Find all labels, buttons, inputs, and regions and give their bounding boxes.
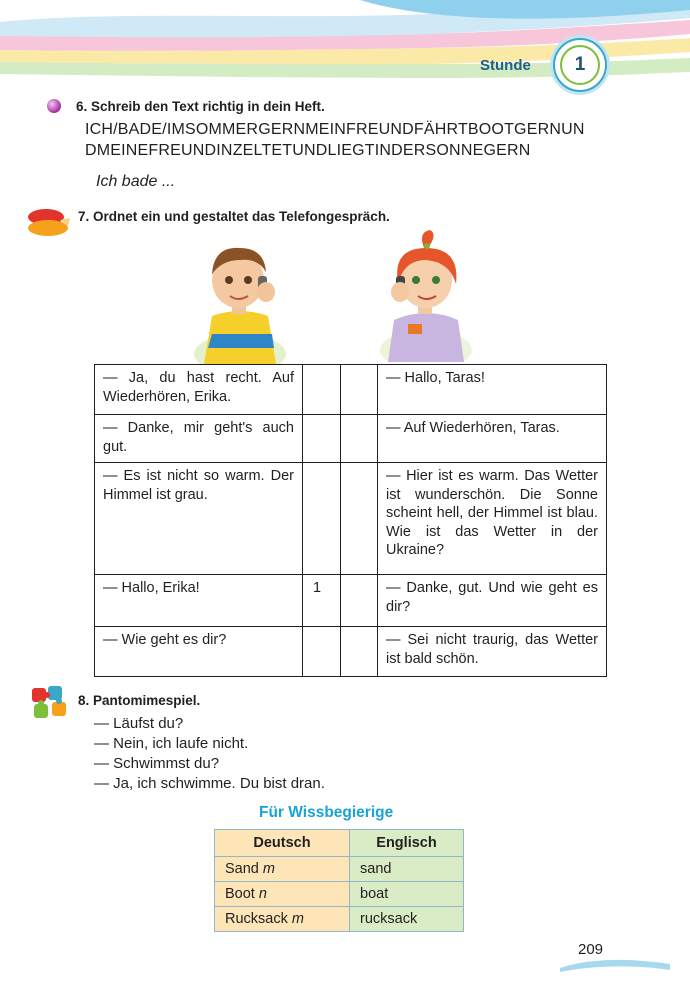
dialog-line: — Schwimmst du? xyxy=(94,755,220,772)
page-number-wave xyxy=(560,956,670,972)
task8-title: 8. Pantomimespiel. xyxy=(78,693,201,708)
dialog-cell-right: — Danke, gut. Und wie geht es dir? xyxy=(378,575,607,627)
boy-on-phone-illustration xyxy=(192,236,288,364)
pantomime-dialog xyxy=(94,714,325,794)
dialog-cell-right: — Hallo, Taras! xyxy=(378,365,607,415)
order-number-cell[interactable] xyxy=(303,463,341,575)
german-word-cell xyxy=(215,882,350,907)
order-number-cell[interactable] xyxy=(341,365,378,415)
table-row xyxy=(95,627,607,677)
table-row xyxy=(95,463,607,575)
lesson-label: Stunde xyxy=(480,57,531,74)
german-word-cell xyxy=(215,907,350,932)
order-number-cell[interactable] xyxy=(303,627,341,677)
table-row xyxy=(95,365,607,415)
gender-marker: n xyxy=(258,886,267,902)
order-number-cell[interactable] xyxy=(341,415,378,463)
gender-marker: m xyxy=(291,911,304,927)
dialog-cell-right: — Auf Wiederhören, Taras. xyxy=(378,415,607,463)
task6-example: Ich bade ... xyxy=(96,173,176,190)
dialog-cell-right: — Sei nicht traurig, das Wetter ist bald schön. xyxy=(378,627,607,677)
page-number: 209 xyxy=(578,941,604,958)
german-word: Rucksack xyxy=(225,911,288,927)
table-row xyxy=(215,907,464,932)
order-number-cell[interactable] xyxy=(303,415,341,463)
column-header-deutsch: Deutsch xyxy=(215,830,350,857)
english-word-cell: sand xyxy=(350,857,464,882)
task-bullet-pencil-icon xyxy=(24,206,70,238)
column-header-englisch: Englisch xyxy=(350,830,464,857)
order-number-cell[interactable] xyxy=(341,627,378,677)
puzzle-pieces-icon xyxy=(28,684,72,724)
table-row xyxy=(95,415,607,463)
dialog-cell-left: — Wie geht es dir? xyxy=(95,627,303,677)
dialog-line: — Ja, ich schwimme. Du bist dran. xyxy=(94,775,325,792)
german-word: Boot xyxy=(225,886,255,902)
table-header-row xyxy=(215,830,464,857)
task7-title: 7. Ordnet ein und gestaltet das Telefongespräch. xyxy=(78,209,390,224)
dialog-cell-left: — Ja, du hast recht. Auf Wiederhören, Erika. xyxy=(95,365,303,415)
order-number-cell[interactable]: 1 xyxy=(303,575,341,627)
english-word-cell: rucksack xyxy=(350,907,464,932)
dialog-cell-left: — Danke, mir geht's auch gut. xyxy=(95,415,303,463)
english-word-cell: boat xyxy=(350,882,464,907)
task-bullet-ball-icon xyxy=(46,98,62,114)
lesson-number: 1 xyxy=(560,45,600,85)
phone-dialog-table xyxy=(94,364,607,677)
order-number-cell[interactable] xyxy=(341,575,378,627)
table-row xyxy=(215,882,464,907)
table-row xyxy=(95,575,607,627)
task6-title: 6. Schreib den Text richtig in dein Heft. xyxy=(76,99,325,114)
dialog-cell-left: — Es ist nicht so warm. Der Himmel ist grau. xyxy=(95,463,303,575)
girl-on-phone-illustration xyxy=(378,228,474,362)
gender-marker: m xyxy=(262,861,275,877)
dialog-cell-left: — Hallo, Erika! xyxy=(95,575,303,627)
german-word: Sand xyxy=(225,861,259,877)
dialog-line: — Läufst du? xyxy=(94,715,184,732)
dialog-line: — Nein, ich laufe nicht. xyxy=(94,735,249,752)
table-row xyxy=(215,857,464,882)
lesson-number-badge xyxy=(553,38,607,92)
order-number-cell[interactable] xyxy=(303,365,341,415)
dialog-cell-right: — Hier ist es warm. Das Wetter ist wunderschön. Die Sonne scheint hell, der Himmel ist blau. Wie ist das Wetter in der Ukraine? xyxy=(378,463,607,575)
task6-scrambled-line-1: ICH/BADE/IMSOMMERGERNMEINFREUNDFÄHRTBOOTGERNUN xyxy=(85,121,585,138)
german-word-cell xyxy=(215,857,350,882)
order-number-cell[interactable] xyxy=(341,463,378,575)
wissbegierige-title: Für Wissbegierige xyxy=(259,804,394,821)
vocabulary-table xyxy=(214,829,464,932)
task6-scrambled-line-2: DMEINEFREUNDINZELTETUNDLIEGTINDERSONNEGERN xyxy=(85,142,531,159)
